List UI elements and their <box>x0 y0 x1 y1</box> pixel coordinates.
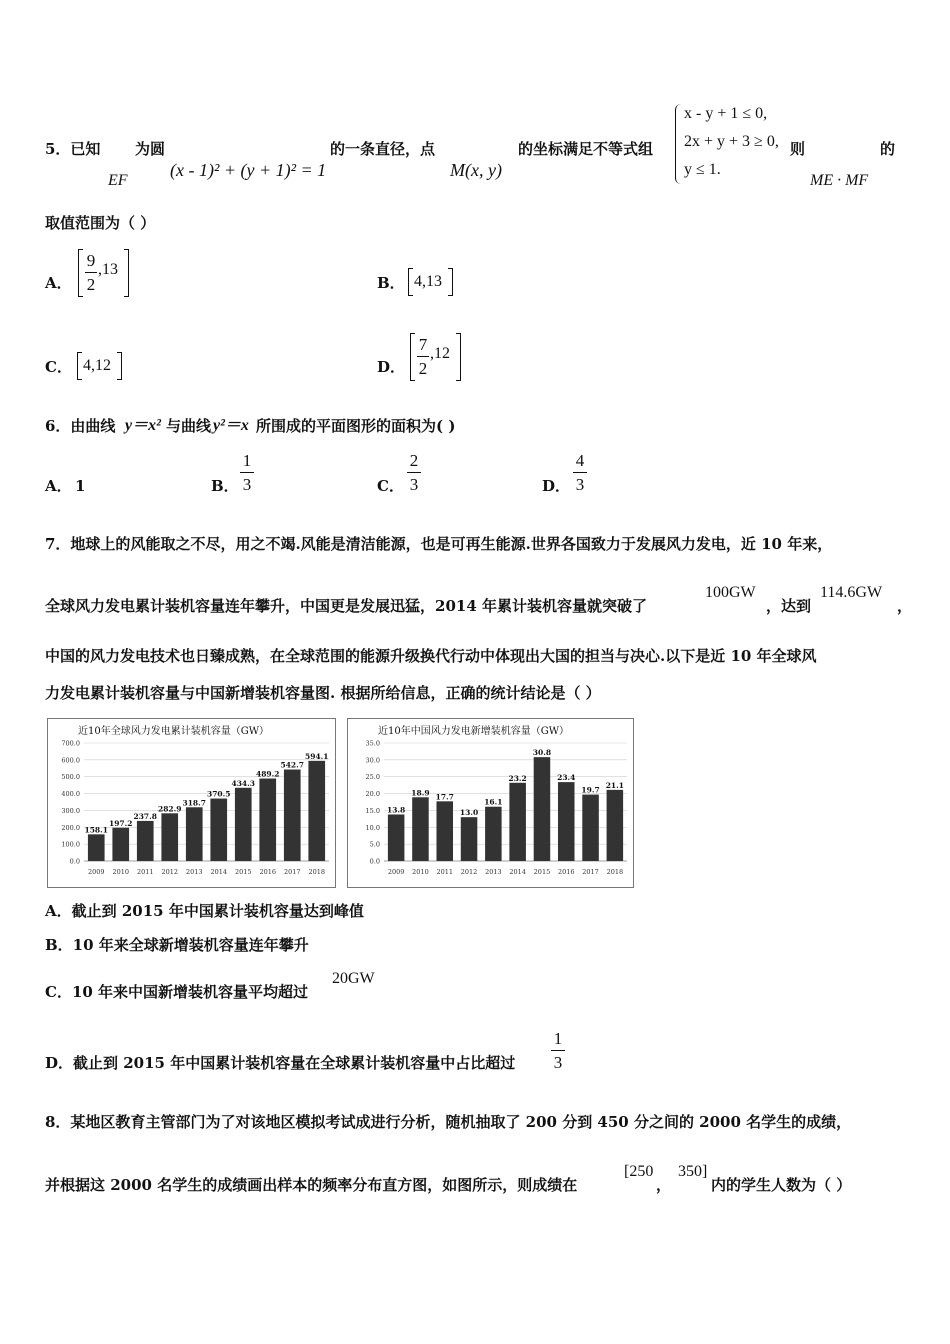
fraction-bar <box>551 1050 565 1051</box>
q5-text-of: 的 <box>880 140 896 158</box>
data-label: 23.4 <box>557 773 576 783</box>
x-tick-label: 2011 <box>136 868 154 876</box>
x-tick-label: 2018 <box>606 868 624 876</box>
q5-option-c-bracket-right <box>117 352 122 380</box>
q5-option-c-label: C． <box>45 358 72 376</box>
bar-2018 <box>607 790 624 861</box>
q5-option-b-value: 4,13 <box>414 273 442 290</box>
x-tick-label: 2012 <box>460 868 478 876</box>
bar-2011 <box>137 821 154 861</box>
data-label: 434.3 <box>231 778 255 788</box>
bar-2009 <box>88 834 105 861</box>
q5-number: 5．已知 <box>45 140 101 158</box>
y-tick-label: 25.0 <box>365 773 380 782</box>
q5-option-b-label: B． <box>377 274 405 292</box>
q7-line-3: 中国的风力发电技术也日臻成熟，在全球范围的能源升级换代行动中体现出大国的担当与决心.以下是近 10 年全球风 <box>45 647 817 665</box>
q6-option-d-denominator: 3 <box>575 475 585 494</box>
q5-option-d-fraction <box>417 336 429 377</box>
q6-stem-mid: 与曲线 <box>166 417 212 435</box>
y-tick-label: 600.0 <box>61 756 80 765</box>
q5-point-m: M(x, y) <box>450 160 502 180</box>
y-tick-label: 35.0 <box>365 739 380 748</box>
x-tick-label: 2011 <box>436 868 454 876</box>
x-tick-label: 2016 <box>259 868 277 876</box>
q6-option-b-denominator: 3 <box>242 475 252 494</box>
q5-option-d-bracket-left <box>410 333 415 381</box>
bar-2010 <box>412 797 429 861</box>
bar-2012 <box>461 817 478 861</box>
y-tick-label: 400.0 <box>61 790 80 799</box>
data-label: 21.1 <box>605 780 624 790</box>
q6-option-c-numerator: 2 <box>409 451 419 470</box>
y-tick-label: 0.0 <box>69 857 80 866</box>
data-label: 19.7 <box>581 785 600 795</box>
q5-inequality-3: y ≤ 1. <box>684 161 721 178</box>
q5-option-c-bracket-left <box>77 352 82 380</box>
chart-china-new-svg <box>348 719 633 887</box>
q7-line-1: 7．地球上的风能取之不尽，用之不竭.风能是清洁能源，也是可再生能源.世界各国致力于发展风力发电，近 10 年来， <box>45 535 833 553</box>
q8-interval-comma: ， <box>656 1176 672 1194</box>
q5-text-then: 则 <box>790 140 806 158</box>
q6-option-d-label: D． <box>542 477 571 495</box>
x-tick-label: 2009 <box>87 868 105 876</box>
bar-2014 <box>509 783 526 861</box>
q6-stem-post: 所围成的平面图形的面积为( ) <box>256 417 456 435</box>
chart-title: 近10年中国风力发电新增装机容量（GW） <box>378 726 569 737</box>
data-label: 594.1 <box>305 751 329 761</box>
fraction-bar <box>240 472 254 473</box>
q5-segment-ef: EF <box>108 172 128 189</box>
x-tick-label: 2014 <box>210 868 228 876</box>
x-tick-label: 2012 <box>161 868 179 876</box>
data-label: 16.1 <box>484 797 503 807</box>
q5-text-circle-label: 为圆 <box>135 140 166 158</box>
q5-option-b-bracket-left <box>408 268 413 296</box>
fraction-bar <box>573 472 587 473</box>
fraction-bar <box>85 272 97 273</box>
bar-2009 <box>388 814 405 861</box>
y-tick-label: 300.0 <box>61 806 80 815</box>
chart-global-cumulative <box>47 718 336 888</box>
q5-option-a-rest: ,13 <box>98 261 118 278</box>
q7-option-c-value: 20GW <box>332 970 375 987</box>
q5-option-d-numerator: 7 <box>418 335 428 354</box>
data-label: 23.2 <box>508 773 527 783</box>
bar-2015 <box>534 757 551 861</box>
q7-line-2b: ，达到 <box>766 597 812 615</box>
q5-option-b-bracket-right <box>448 268 453 296</box>
bar-2016 <box>259 779 276 861</box>
q5-option-d-rest: ,12 <box>430 345 450 362</box>
x-tick-label: 2009 <box>387 868 405 876</box>
q8-line-2b: 内的学生人数为（ ） <box>711 1176 852 1194</box>
q5-text-diameter: 的一条直径，点 <box>330 140 436 158</box>
x-tick-label: 2010 <box>412 868 429 876</box>
q7-option-b: B．10 年来全球新增装机容量连年攀升 <box>45 936 309 954</box>
x-tick-label: 2013 <box>185 868 203 876</box>
q6-stem-pre: 6．由曲线 <box>45 417 116 435</box>
q8-line-2a: 并根据这 2000 名学生的成绩画出样本的频率分布直方图，如图所示，则成绩在 <box>45 1176 578 1194</box>
data-label: 370.5 <box>207 789 231 799</box>
q5-text-range: 取值范围为（ ） <box>45 214 156 232</box>
q6-curve-1: y＝x² <box>125 417 161 434</box>
q5-text-inequality: 的坐标满足不等式组 <box>518 140 654 158</box>
q7-option-d: D．截止到 2015 年中国累计装机容量在全球累计装机容量中占比超过 <box>45 1054 516 1072</box>
q6-curve-2: y²＝x <box>213 417 249 434</box>
q8-interval-right: 350] <box>678 1163 708 1180</box>
bar-2016 <box>558 782 575 861</box>
bar-2017 <box>582 795 599 861</box>
chart-global-cumulative-svg <box>48 719 335 887</box>
q5-option-d-label: D． <box>377 358 406 376</box>
q5-option-d-bracket-right <box>456 333 461 381</box>
data-label: 13.8 <box>387 805 406 815</box>
data-label: 30.8 <box>532 748 552 758</box>
q7-value-114gw: 114.6GW <box>820 584 883 601</box>
q5-inequality-1: x - y + 1 ≤ 0, <box>684 105 768 122</box>
q5-vector-product: ME · MF <box>810 172 869 189</box>
y-tick-label: 20.0 <box>365 790 380 799</box>
y-tick-label: 700.0 <box>61 739 80 748</box>
q7-line-2c: ， <box>897 597 913 615</box>
q7-option-d-denominator: 3 <box>553 1053 563 1072</box>
data-label: 17.7 <box>435 792 454 802</box>
x-tick-label: 2010 <box>112 868 130 876</box>
q5-option-c-value: 4,12 <box>83 357 111 374</box>
bar-2018 <box>308 761 325 861</box>
y-tick-label: 15.0 <box>365 806 380 815</box>
bar-2011 <box>436 801 453 861</box>
q8-interval-left: [250 <box>624 1163 654 1180</box>
data-label: 18.9 <box>411 788 430 798</box>
x-tick-label: 2016 <box>557 868 575 876</box>
y-tick-label: 100.0 <box>61 840 80 849</box>
q5-option-a-bracket-right <box>124 249 129 297</box>
fraction-bar <box>417 356 429 357</box>
bar-2013 <box>186 807 203 861</box>
q6-option-c-fraction <box>407 452 421 493</box>
x-tick-label: 2014 <box>509 868 526 876</box>
q6-option-b-label: B． <box>211 477 239 495</box>
q5-inequality-2: 2x + y + 3 ≥ 0, <box>684 133 779 150</box>
q5-option-a-numerator: 9 <box>86 251 96 270</box>
y-tick-label: 5.0 <box>369 840 380 849</box>
y-tick-label: 500.0 <box>61 773 80 782</box>
q7-option-c: C．10 年来中国新增装机容量平均超过 <box>45 983 309 1001</box>
q8-line-1: 8．某地区教育主管部门为了对该地区模拟考试成进行分析，随机抽取了 200 分到 450 分之间的 2000 名学生的成绩， <box>45 1113 852 1131</box>
x-tick-label: 2015 <box>234 868 252 876</box>
data-label: 282.9 <box>158 804 182 814</box>
data-label: 542.7 <box>280 760 304 770</box>
q5-circle-equation: (x - 1)² + (y + 1)² = 1 <box>170 160 327 180</box>
q5-option-a-label: A． <box>45 274 72 292</box>
q7-option-d-numerator: 1 <box>553 1029 563 1048</box>
bar-2012 <box>161 813 178 861</box>
bar-2013 <box>485 807 502 861</box>
data-label: 13.0 <box>459 808 479 818</box>
q6-option-d-numerator: 4 <box>575 451 585 470</box>
q7-line-4: 力发电累计装机容量与中国新增装机容量图. 根据所给信息，正确的统计结论是（ ） <box>45 684 601 702</box>
q6-option-c-label: C． <box>377 477 404 495</box>
x-tick-label: 2013 <box>485 868 502 876</box>
q6-option-c-denominator: 3 <box>409 475 419 494</box>
x-tick-label: 2017 <box>582 868 599 876</box>
q5-option-d-denominator: 2 <box>418 359 428 378</box>
q5-option-a-denominator: 2 <box>86 275 96 294</box>
y-tick-label: 200.0 <box>61 823 80 832</box>
q6-option-d-fraction <box>573 452 587 493</box>
q6-option-b-numerator: 1 <box>242 451 252 470</box>
x-tick-label: 2017 <box>283 868 301 876</box>
q5-option-a-bracket-left <box>78 249 83 297</box>
q7-option-a: A．截止到 2015 年中国累计装机容量达到峰值 <box>45 902 364 920</box>
q5-system-brace <box>675 104 682 184</box>
q7-line-2a: 全球风力发电累计装机容量连年攀升，中国更是发展迅猛，2014 年累计装机容量就突破了 <box>45 597 647 615</box>
data-label: 197.2 <box>109 818 133 828</box>
x-tick-label: 2015 <box>533 868 551 876</box>
bar-2017 <box>284 770 301 861</box>
q7-value-100gw: 100GW <box>705 584 756 601</box>
data-label: 158.1 <box>84 825 108 835</box>
bar-2010 <box>112 828 129 861</box>
q6-option-a-value: 1 <box>75 477 86 495</box>
y-tick-label: 30.0 <box>365 756 380 765</box>
fraction-bar <box>407 472 421 473</box>
x-tick-label: 2018 <box>308 868 326 876</box>
data-label: 489.2 <box>256 769 280 779</box>
q6-option-a-label: A． <box>45 477 72 495</box>
q6-option-b-fraction <box>240 452 254 493</box>
chart-title: 近10年全球风力发电累计装机容量（GW） <box>78 726 269 737</box>
q5-option-a-fraction <box>85 252 97 293</box>
data-label: 318.7 <box>182 798 206 808</box>
y-tick-label: 10.0 <box>365 823 380 832</box>
bar-2015 <box>235 788 252 861</box>
y-tick-label: 0.0 <box>369 857 380 866</box>
data-label: 237.8 <box>133 811 157 821</box>
chart-china-new <box>347 718 634 888</box>
bar-2014 <box>210 799 227 861</box>
q7-option-d-fraction <box>551 1030 565 1071</box>
